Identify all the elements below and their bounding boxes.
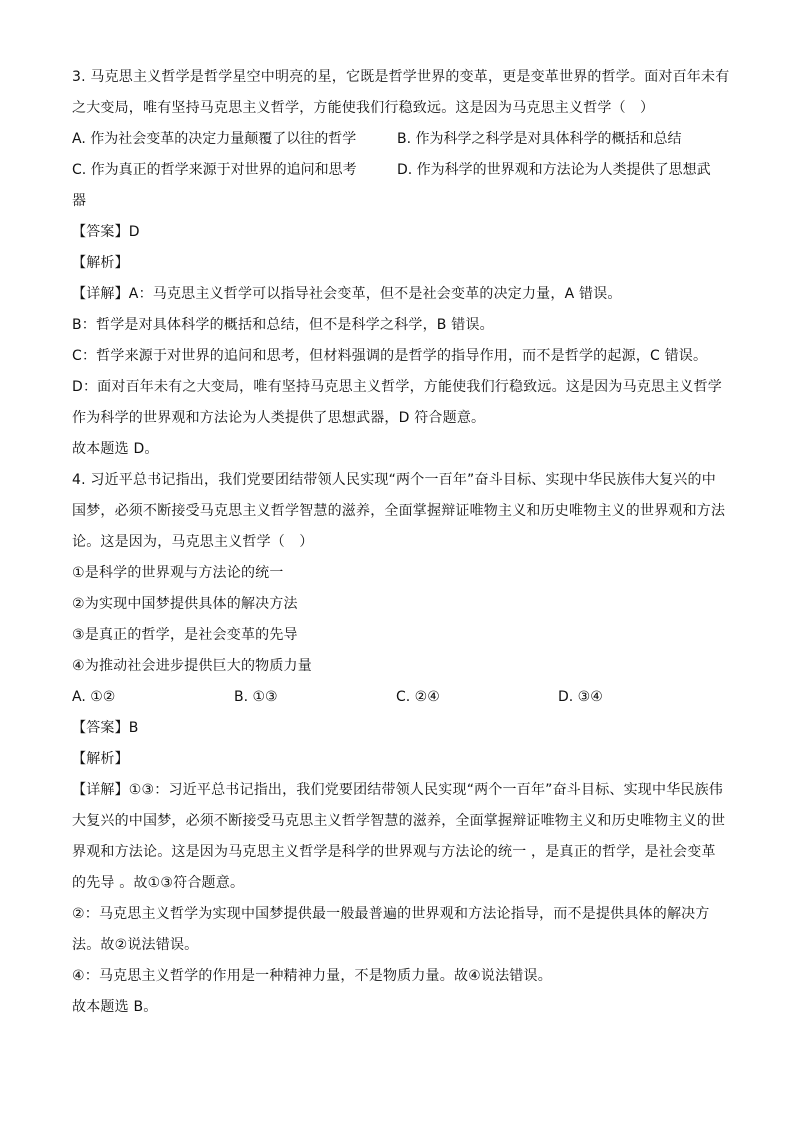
option-c: C. ②④: [396, 689, 440, 705]
explanation-line: 法。故②说法错误。: [72, 937, 199, 953]
document-page: [72, 62, 728, 1023]
analysis-label: 【解析】: [72, 255, 129, 271]
explanation-line: 故本题选 D。: [72, 441, 159, 457]
question-stem-line: 4. 习近平总书记指出，我们党要团结带领人民实现“两个一百年”奋斗目标、实现中华民族伟大复兴的中: [72, 472, 716, 488]
explanation-line: C：哲学来源于对世界的追问和思考，但材料强调的是哲学的指导作用，而不是哲学的起源，C 错误。: [72, 348, 708, 364]
explanation-line: ④：马克思主义哲学的作用是一种精神力量，不是物质力量。故④说法错误。: [72, 968, 552, 984]
statement-item: ①是科学的世界观与方法论的统一: [72, 565, 284, 581]
explanation-line: 的先导 。故①③符合题意。: [72, 875, 245, 891]
option-row: [72, 124, 728, 155]
option-d: D. 作为科学的世界观和方法论为人类提供了思想武: [397, 162, 711, 178]
explanation-line: 界观和方法论。这是因为马克思主义哲学是科学的世界观与方法论的统一 ，是真正的哲学，是社会变革: [72, 844, 716, 860]
explanation-line: 【详解】①③：习近平总书记指出，我们党要团结带领人民实现“两个一百年”奋斗目标、实现中华民族伟: [72, 782, 724, 798]
option-a: A. ①②: [72, 689, 116, 705]
option-b: B. 作为科学之科学是对具体科学的概括和总结: [397, 131, 682, 147]
explanation-line: 作为科学的世界观和方法论为人类提供了思想武器，D 符合题意。: [72, 410, 486, 426]
statement-item: ④为推动社会进步提供巨大的物质力量: [72, 658, 312, 674]
option-c: C. 作为真正的哲学来源于对世界的追问和思考: [72, 162, 357, 178]
explanation-line: 故本题选 B。: [72, 999, 158, 1015]
statement-item: ②为实现中国梦提供具体的解决方法: [72, 596, 298, 612]
analysis-label: 【解析】: [72, 751, 129, 767]
question-stem-line: 论。这是因为，马克思主义哲学（ ）: [72, 534, 314, 550]
option-row: [72, 155, 728, 186]
explanation-line: D：面对百年未有之大变局，唯有坚持马克思主义哲学，方能使我们行稳致远。这是因为马克思主义哲学: [72, 379, 722, 395]
explanation-line: 【详解】A：马克思主义哲学可以指导社会变革，但不是社会变革的决定力量，A 错误。: [72, 286, 622, 302]
question-3: [72, 62, 728, 465]
option-b: B. ①③: [234, 689, 278, 705]
option-d: D. ③④: [558, 689, 603, 705]
option-d-continuation: 器: [72, 193, 87, 209]
option-a: A. 作为社会变革的决定力量颠覆了以往的哲学: [72, 131, 357, 147]
option-row: [72, 682, 728, 713]
question-4: [72, 465, 728, 1023]
answer-line: 【答案】B: [72, 720, 139, 736]
question-stem-line: 之大变局，唯有坚持马克思主义哲学，方能使我们行稳致远。这是因为马克思主义哲学（ ）: [72, 100, 655, 116]
question-stem-line: 3. 马克思主义哲学是哲学星空中明亮的星，它既是哲学世界的变革，更是变革世界的哲学。面对百年未有: [72, 69, 730, 85]
explanation-line: B：哲学是对具体科学的概括和总结，但不是科学之科学，B 错误。: [72, 317, 494, 333]
explanation-line: ②：马克思主义哲学为实现中国梦提供最一般最普遍的世界观和方法论指导，而不是提供具体的解决方: [72, 906, 710, 922]
explanation-line: 大复兴的中国梦，必须不断接受马克思主义哲学智慧的滋养，全面掌握辩证唯物主义和历史唯物主义的世: [72, 813, 726, 829]
statement-item: ③是真正的哲学，是社会变革的先导: [72, 627, 298, 643]
answer-line: 【答案】D: [72, 224, 140, 240]
question-stem-line: 国梦，必须不断接受马克思主义哲学智慧的滋养，全面掌握辩证唯物主义和历史唯物主义的世界观和方法: [72, 503, 726, 519]
